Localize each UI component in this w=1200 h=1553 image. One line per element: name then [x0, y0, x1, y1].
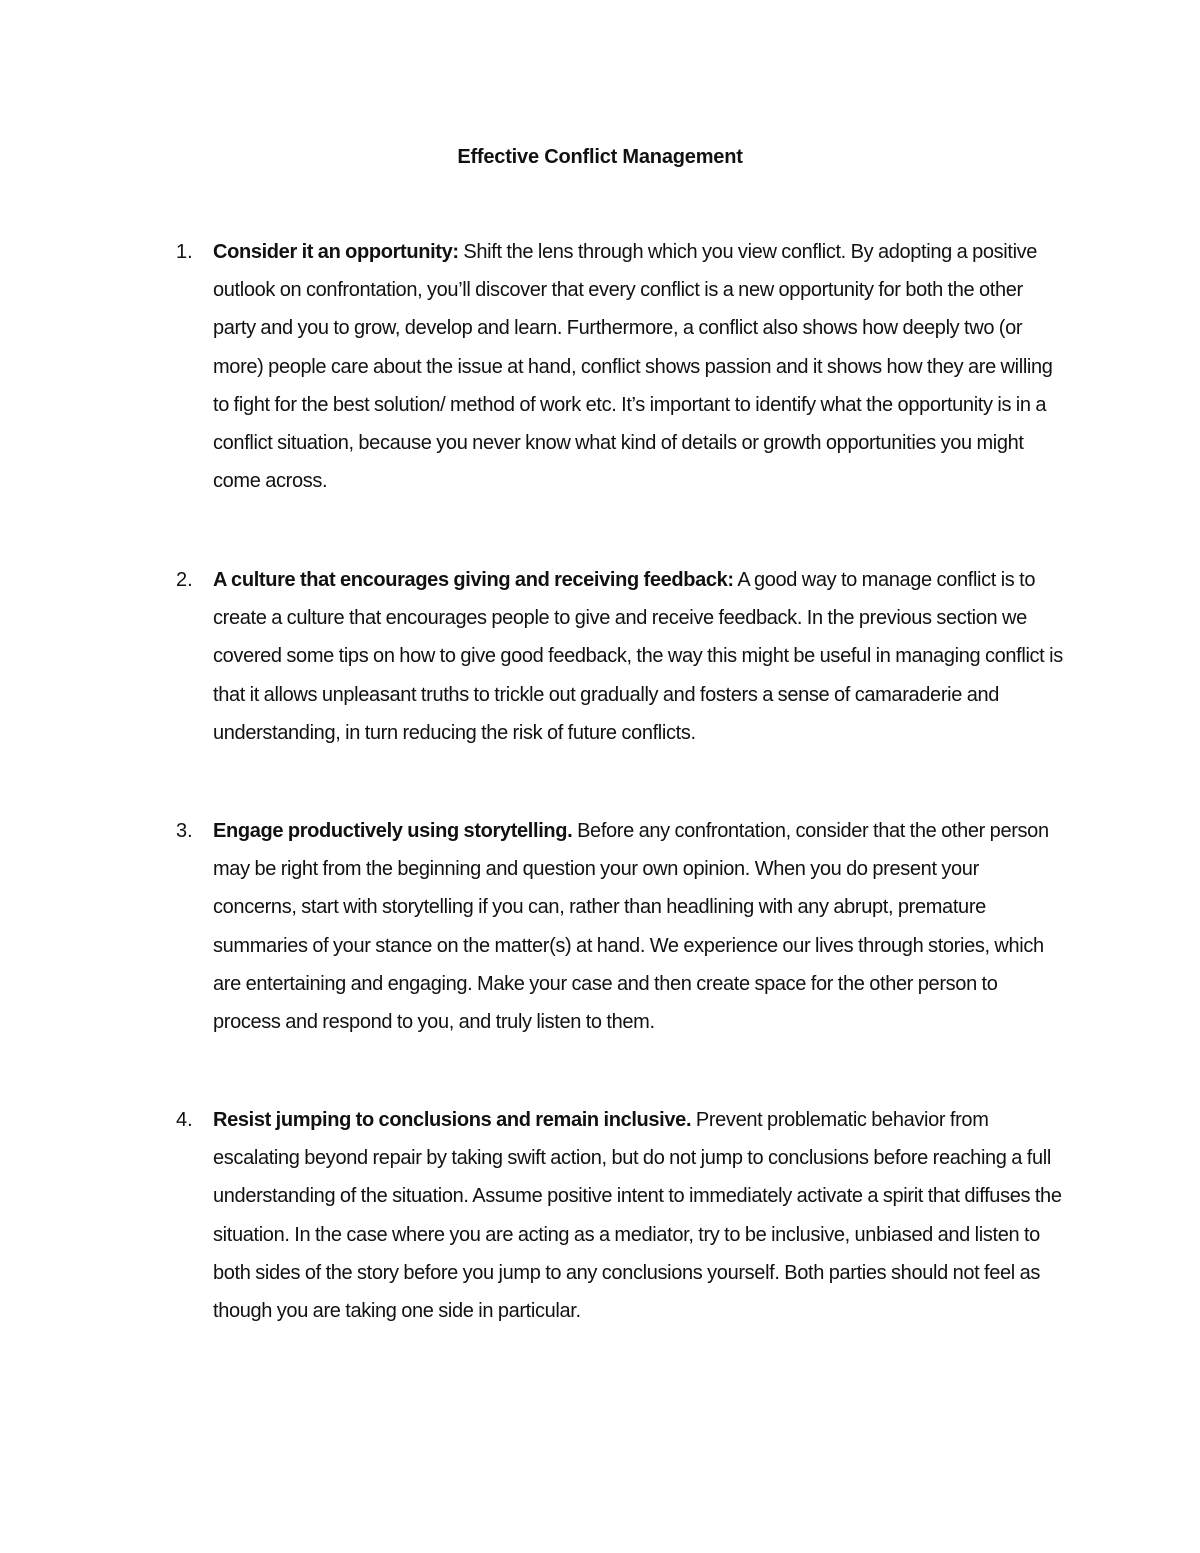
list-item-heading: A culture that encourages giving and receiving feedback: — [213, 569, 734, 591]
list-item-text: A good way to manage conflict is to create a culture that encourages people to give and receive feedback. In the previous section we covered some tips on how to give good feedback, the way this might be useful in managing conflict is that it allows unpleasant truths to trickle out gradually and fosters a sense of camaraderie and understanding, in turn reducing the risk of future conflicts. — [213, 569, 1063, 744]
document-title: Effective Conflict Management — [457, 146, 743, 168]
list-item-number: 1. — [176, 241, 193, 263]
list-item-text: Prevent problematic behavior from escalating beyond repair by taking swift action, but do not jump to conclusions before reaching a full understanding of the situation. Assume positive intent to immediately activate a spirit that diffuses the situation. In the case where you are acting as a mediator, try to be inclusive, unbiased and listen to both sides of the story before you jump to any conclusions yourself. Both parties should not feel as though you are taking one side in particular. — [213, 1109, 1062, 1323]
list-item-text: Before any confrontation, consider that the other person may be right from the beginning and question your own opinion. When you do present your concerns, start with storytelling if you can, rather than headlining with any abrupt, premature summaries of your stance on the matter(s) at hand. We experience our lives through stories, which are entertaining and engaging. Make your case and then create space for the other person to process and respond to you, and truly listen to them. — [213, 820, 1049, 1034]
list-item-body — [213, 1101, 1065, 1330]
list-item-heading: Consider it an opportunity: — [213, 241, 459, 263]
list-item-body — [213, 561, 1065, 752]
list-item-text: Shift the lens through which you view conflict. By adopting a positive outlook on confrontation, you’ll discover that every conflict is a new opportunity for both the other party and you to grow, develop and learn. Furthermore, a conflict also shows how deeply two (or more) people care about the issue at hand, conflict shows passion and it shows how they are willing to fight for the best solution/ method of work etc. It’s important to identify what the opportunity is in a conflict situation, because you never know what kind of details or growth opportunities you might come across. — [213, 241, 1053, 493]
list-item-number: 2. — [176, 569, 193, 591]
list-item-body — [213, 233, 1065, 500]
list-item-heading: Engage productively using storytelling. — [213, 820, 573, 842]
list-item-number: 3. — [176, 820, 193, 842]
list-item-body — [213, 812, 1065, 1041]
list-item-heading: Resist jumping to conclusions and remain inclusive. — [213, 1109, 692, 1131]
list-item-number: 4. — [176, 1109, 193, 1131]
